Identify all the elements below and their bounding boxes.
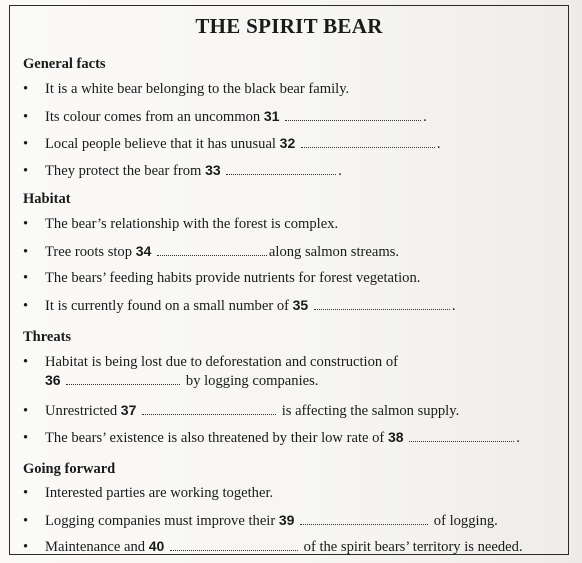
list-item xyxy=(23,216,338,233)
bullet-icon: • xyxy=(23,539,29,555)
answer-blank-36[interactable] xyxy=(66,373,180,385)
question-number-38: 38 xyxy=(387,429,404,445)
answer-blank-32[interactable] xyxy=(301,136,435,148)
list-item xyxy=(23,108,427,126)
bullet-icon: • xyxy=(23,270,29,286)
answer-blank-38[interactable] xyxy=(409,430,514,442)
item-text: Interested parties are working together. xyxy=(45,485,274,501)
item-text: Unrestricted xyxy=(45,403,118,419)
item-text: The bears’ feeding habits provide nutrients for forest vegetation. xyxy=(45,270,421,286)
bullet-icon: • xyxy=(23,81,29,97)
bullet-icon: • xyxy=(23,403,29,419)
item-text: The bears’ existence is also threatened by their low rate of xyxy=(45,430,385,446)
item-text: Logging companies must improve their xyxy=(45,513,276,529)
question-number-39: 39 xyxy=(278,512,295,528)
question-number-33: 33 xyxy=(205,162,221,178)
section-heading-going-forward: Going forward xyxy=(23,461,116,477)
list-item xyxy=(23,297,456,315)
answer-blank-37[interactable] xyxy=(142,403,276,415)
item-text: It is currently found on a small number of xyxy=(45,298,289,314)
item-text: Tree roots stop xyxy=(45,244,133,260)
list-item xyxy=(23,429,520,447)
list-item xyxy=(23,485,273,502)
item-text: Maintenance and xyxy=(45,539,146,555)
bullet-icon: • xyxy=(23,136,29,152)
bullet-icon: • xyxy=(23,216,29,232)
answer-blank-39[interactable] xyxy=(300,513,428,525)
item-text-end: by logging companies. xyxy=(185,373,319,389)
bullet-icon: • xyxy=(23,163,29,179)
answer-blank-34[interactable] xyxy=(157,244,267,256)
section-heading-threats: Threats xyxy=(23,329,72,345)
section-heading-general-facts: General facts xyxy=(23,56,106,72)
list-item xyxy=(23,162,342,180)
item-text: Habitat is being lost due to deforestation and construction of xyxy=(45,354,399,370)
item-text: The bear’s relationship with the forest is complex. xyxy=(45,216,339,232)
bullet-icon: • xyxy=(23,109,29,125)
item-text-end: of the spirit bears’ territory is needed. xyxy=(303,539,523,555)
item-continuation xyxy=(23,371,398,390)
item-text: Local people believe that it has unusual xyxy=(45,136,276,152)
question-number-36: 36 xyxy=(45,372,61,388)
question-number-37: 37 xyxy=(120,402,137,418)
bullet-icon: • xyxy=(23,430,29,446)
item-text-end: . xyxy=(436,136,441,152)
question-sheet xyxy=(9,5,569,555)
answer-blank-35[interactable] xyxy=(314,298,450,310)
bullet-icon: • xyxy=(23,485,29,501)
item-text: They protect the bear from xyxy=(45,163,202,179)
list-item xyxy=(23,135,441,153)
page-title: THE SPIRIT BEAR xyxy=(195,14,383,38)
item-text-end: . xyxy=(451,298,456,314)
bullet-icon: • xyxy=(23,513,29,529)
bullet-icon: • xyxy=(23,354,29,370)
item-text-end: is affecting the salmon supply. xyxy=(281,403,460,419)
list-item xyxy=(23,512,498,530)
answer-blank-31[interactable] xyxy=(285,109,421,121)
item-text-end: . xyxy=(338,163,342,179)
item-text-end: of logging. xyxy=(433,513,498,529)
question-number-35: 35 xyxy=(292,297,309,313)
list-item xyxy=(23,353,398,390)
list-item xyxy=(23,81,349,98)
bullet-icon: • xyxy=(23,298,29,314)
question-number-40: 40 xyxy=(148,538,165,554)
question-number-31: 31 xyxy=(263,108,280,124)
list-item xyxy=(23,270,420,287)
item-text: Its colour comes from an uncommon xyxy=(45,109,261,125)
item-text-end: . xyxy=(516,430,520,446)
item-text-end: along salmon streams. xyxy=(268,244,400,260)
list-item xyxy=(23,243,399,261)
answer-blank-33[interactable] xyxy=(226,163,336,175)
list-item xyxy=(23,538,523,556)
item-text-end: . xyxy=(423,109,427,125)
question-number-34: 34 xyxy=(135,243,152,259)
section-heading-habitat: Habitat xyxy=(23,191,71,207)
list-item xyxy=(23,402,459,420)
bullet-icon: • xyxy=(23,244,29,260)
answer-blank-40[interactable] xyxy=(170,539,298,551)
question-number-32: 32 xyxy=(279,135,296,151)
item-text: It is a white bear belonging to the black bear family. xyxy=(45,81,350,97)
